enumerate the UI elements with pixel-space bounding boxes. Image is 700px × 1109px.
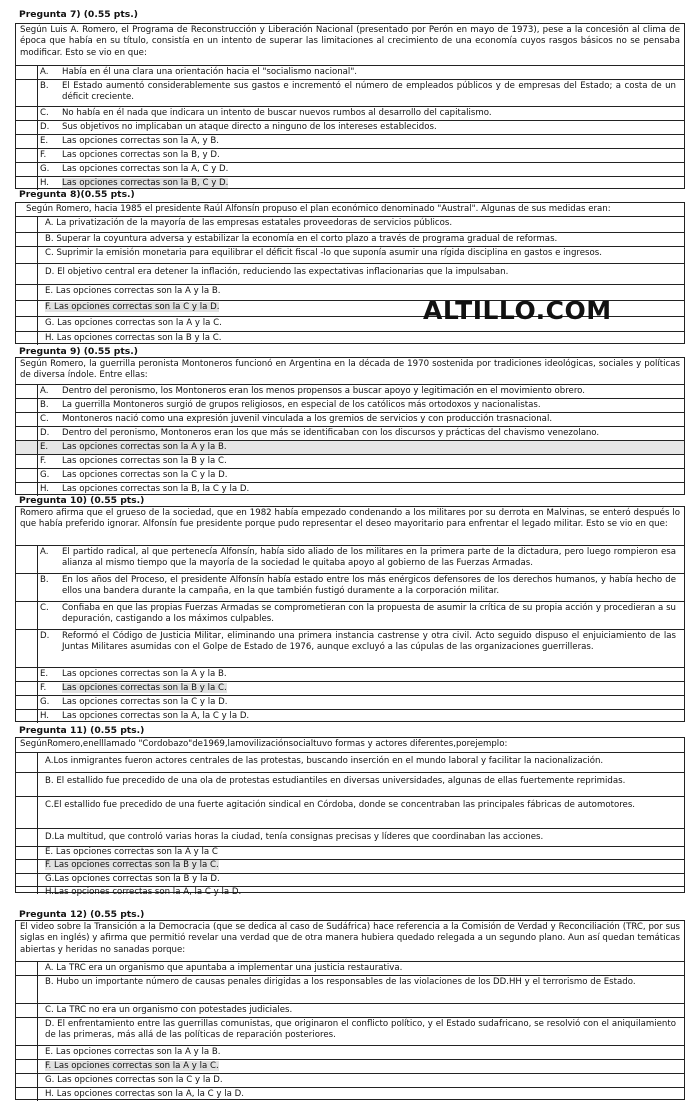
option-text: Las opciones correctas son la A, C y D. bbox=[62, 164, 229, 174]
option-text: No había en él nada que indicara un intento de buscar nuevos rumbos al desarrollo del capitalismo. bbox=[62, 108, 492, 118]
question-box bbox=[15, 920, 685, 1100]
option-row bbox=[16, 573, 684, 601]
option-text: H. Las opciones correctas son la A, la C y la D. bbox=[45, 1089, 244, 1099]
question-box bbox=[15, 23, 685, 189]
option-text: En los años del Proceso, el presidente Alfonsín había estado entre los más enérgicos defensores de los derechos humanos, y había hecho de ellos una bandera durante la campaña, en la que también fustigó duramente a la corporación militar. bbox=[62, 575, 676, 597]
option-letter: C. bbox=[40, 414, 49, 424]
option-row bbox=[16, 263, 684, 284]
option-text: E. Las opciones correctas son la A y la B. bbox=[45, 286, 221, 296]
option-text: G. Las opciones correctas son la A y la C. bbox=[45, 318, 222, 328]
question-title: Pregunta 7) (0.55 pts.) bbox=[19, 9, 138, 20]
option-text: C. Suprimir la emisión monetaria para equilibrar el déficit fiscal -lo que suponía asumir una rígida disciplina en gastos e ingresos. bbox=[45, 248, 602, 258]
option-text: Sus objetivos no implicaban un ataque directo a ninguno de los intereses establecidos. bbox=[62, 122, 437, 132]
option-row bbox=[16, 65, 684, 79]
option-row bbox=[16, 79, 684, 106]
option-letter: D. bbox=[40, 122, 50, 132]
question-stem: Según Romero, la guerrilla peronista Montoneros funcionó en Argentina en la década de 1970 sostenida por tradiciones ideológicas, sociales y políticas de diversa índole. Entre ellas: bbox=[20, 359, 680, 381]
option-text: D. El enfrentamiento entre las guerrillas comunistas, que originaron el conflicto político, y el Estado sudafricano, se resolvió con el aniquilamiento de las primeras, más allá de las políticas de reparación posteriores. bbox=[45, 1019, 676, 1041]
option-letter: E. bbox=[40, 136, 49, 146]
option-letter: A. bbox=[40, 67, 49, 77]
option-row-highlighted bbox=[16, 1059, 684, 1073]
option-text: D. El objetivo central era detener la inflación, reduciendo las expectativas inflacionarias que la impulsaban. bbox=[45, 267, 509, 277]
option-text: Las opciones correctas son la A, y B. bbox=[62, 136, 219, 146]
question-box bbox=[15, 357, 685, 495]
option-letter: E. bbox=[40, 442, 49, 452]
option-row-highlighted bbox=[16, 681, 684, 695]
question-title: Pregunta 12) (0.55 pts.) bbox=[19, 909, 145, 920]
option-letter: F. bbox=[40, 150, 47, 160]
option-row bbox=[16, 148, 684, 162]
option-letter: G. bbox=[40, 697, 50, 707]
option-text: Reformó el Código de Justicia Militar, eliminando una primera instancia castrense y otra civil. Acto seguido dispuso el enjuiciamiento de las Juntas Militares asumidas con el Golpe de Estado de 1976, aunque excluyó a las cúpulas de las organizaciones guerrilleras. bbox=[62, 631, 676, 653]
option-text: Las opciones correctas son la B y la C. bbox=[62, 456, 227, 466]
option-text: Confiaba en que las propias Fuerzas Armadas se comprometieran con la propuesta de asumir la crítica de su propia acción y procedieran a su depuración, castigando a los máximos culpables. bbox=[62, 603, 676, 625]
option-row bbox=[16, 709, 684, 723]
highlighted-text: F. Las opciones correctas son la A y la C. bbox=[45, 1061, 219, 1071]
option-letter: B. bbox=[40, 81, 49, 91]
option-row bbox=[16, 398, 684, 412]
option-text: H. Las opciones correctas son la B y la C. bbox=[45, 333, 222, 343]
option-text: H.Las opciones correctas son la A, la C y la D. bbox=[45, 887, 242, 897]
option-row bbox=[16, 216, 684, 232]
option-letter: H. bbox=[40, 178, 50, 188]
option-text: G. Las opciones correctas son la C y la D. bbox=[45, 1075, 223, 1085]
highlighted-text: Las opciones correctas son la B y la C. bbox=[62, 683, 227, 693]
option-text: A. La TRC era un organismo que apuntaba a implementar una justicia restaurativa. bbox=[45, 963, 403, 973]
option-row bbox=[16, 426, 684, 440]
option-text: C.El estallido fue precedido de una fuerte agitación sindical en Córdoba, donde se concentraban las principales fábricas de automotores. bbox=[45, 800, 636, 810]
option-text bbox=[62, 683, 676, 694]
option-row bbox=[16, 695, 684, 709]
option-letter: H. bbox=[40, 484, 50, 494]
highlighted-text: F. Las opciones correctas son la B y la C. bbox=[45, 860, 219, 870]
option-text: Montoneros nació como una expresión juvenil vinculada a los gremios de servicios y con producción trasnacional. bbox=[62, 414, 553, 424]
option-text: A. La privatización de la mayoría de las empresas estatales proveedoras de servicios públicos. bbox=[45, 218, 453, 228]
option-row bbox=[16, 873, 684, 886]
option-row bbox=[16, 1087, 684, 1101]
option-text: Las opciones correctas son la B, la C y la D. bbox=[62, 484, 250, 494]
option-text: B. El estallido fue precedido de una ola de protestas estudiantiles en diversas universidades, algunas de ellas fuertemente reprimidas. bbox=[45, 776, 626, 786]
option-text: Las opciones correctas son la C y la D. bbox=[62, 470, 228, 480]
option-row bbox=[16, 468, 684, 482]
option-letter: G. bbox=[40, 164, 50, 174]
option-text: Dentro del peronismo, los Montoneros eran los menos propensos a buscar apoyo y legitimación en el movimiento obrero. bbox=[62, 386, 586, 396]
option-row bbox=[16, 752, 684, 772]
option-row bbox=[16, 232, 684, 246]
option-text: B. Hubo un importante número de causas penales dirigidas a los responsables de las violaciones de los DD.HH y el terrorismo de Estado. bbox=[45, 977, 636, 987]
option-row bbox=[16, 106, 684, 120]
option-letter: C. bbox=[40, 108, 49, 118]
option-row bbox=[16, 120, 684, 134]
option-row bbox=[16, 667, 684, 681]
option-row-highlighted bbox=[16, 176, 684, 190]
option-row bbox=[16, 846, 684, 859]
option-letter: F. bbox=[40, 683, 47, 693]
option-text: Las opciones correctas son la A, la C y la D. bbox=[62, 711, 250, 721]
option-row bbox=[16, 601, 684, 629]
option-row bbox=[16, 331, 684, 345]
option-text: Dentro del peronismo, Montoneros eran los que más se identificaban con los discursos y prácticas del chavismo venezolano. bbox=[62, 428, 600, 438]
question-title: Pregunta 9) (0.55 pts.) bbox=[19, 346, 138, 357]
option-row bbox=[16, 1073, 684, 1087]
option-row bbox=[16, 412, 684, 426]
option-text bbox=[45, 860, 676, 871]
option-row bbox=[16, 454, 684, 468]
option-row bbox=[16, 545, 684, 573]
option-text: Las opciones correctas son la A y la B. bbox=[62, 669, 227, 679]
option-text: E. Las opciones correctas son la A y la B. bbox=[45, 1047, 221, 1057]
option-row bbox=[16, 961, 684, 975]
option-text: A.Los inmigrantes fueron actores centrales de las protestas, buscando inserción en el mundo laboral y facilitar la nacionalización. bbox=[45, 756, 604, 766]
question-stem: Romero afirma que el grueso de la sociedad, que en 1982 había empezado condenando a los militares por su derrota en Malvinas, se enteró después lo que había preferido ignorar. Alfonsín fue presidente porque pudo representar el deseo mayoritario para enfrentar el legado militar. Esto se vio en que: bbox=[20, 508, 680, 530]
question-title: Pregunta 11) (0.55 pts.) bbox=[19, 725, 145, 736]
highlighted-text: Las opciones correctas son la B, C y D. bbox=[62, 178, 229, 188]
option-row bbox=[16, 629, 684, 667]
option-letter: D. bbox=[40, 428, 50, 438]
option-text: Había en él una clara una orientación hacia el "socialismo nacional". bbox=[62, 67, 358, 77]
option-row bbox=[16, 886, 684, 897]
option-letter: D. bbox=[40, 631, 50, 641]
option-text: D.La multitud, que controló varias horas la ciudad, tenía consignas precisas y líderes que coordinaban las acciones. bbox=[45, 832, 544, 842]
option-row bbox=[16, 796, 684, 828]
question-box bbox=[15, 737, 685, 897]
option-text: B. Superar la coyuntura adversa y estabilizar la economía en el corto plazo a través de programa gradual de reformas. bbox=[45, 234, 558, 244]
question-box bbox=[15, 506, 685, 722]
option-row bbox=[16, 384, 684, 398]
question-stem: Según Luis A. Romero, el Programa de Reconstrucción y Liberación Nacional (presentado por Perón en mayo de 1973), pese a la concesión al clima de época que había en su título, consistía en un intento de superar las limitaciones al crecimiento de una economía cuyos rasgos básicos no se pensaba modificar. Esto se vio en que: bbox=[20, 25, 680, 58]
option-text: E. Las opciones correctas son la A y la C bbox=[45, 847, 218, 857]
option-letter: B. bbox=[40, 575, 49, 585]
altillo-watermark-logo: ALTILLO.COM bbox=[423, 296, 612, 325]
option-text: G.Las opciones correctas son la B y la D. bbox=[45, 874, 220, 884]
option-row bbox=[16, 246, 684, 263]
option-text: Las opciones correctas son la B, y D. bbox=[62, 150, 220, 160]
option-letter: C. bbox=[40, 603, 49, 613]
highlighted-text: F. Las opciones correctas son la C y la D. bbox=[45, 302, 220, 312]
question-stem: SegúnRomero,enelllamado "Cordobazo"de1969,lamovilizaciónsocialtuvo formas y actores diferentes,porejemplo: bbox=[20, 739, 508, 749]
option-letter: F. bbox=[40, 456, 47, 466]
option-row bbox=[16, 1003, 684, 1017]
option-row bbox=[16, 134, 684, 148]
question-stem: El video sobre la Transición a la Democracia (que se dedica al caso de Sudáfrica) hace referencia a la Comisión de Verdad y Reconciliación (TRC, por sus siglas en inglés) y afirma que permitió revelar una verdad que de otra manera hubiera quedado relegada a un segundo plano. Aun así quedan temáticas abiertas y heridas no sanadas porque: bbox=[20, 922, 680, 955]
option-letter: E. bbox=[40, 669, 49, 679]
option-letter: A. bbox=[40, 386, 49, 396]
option-letter: G. bbox=[40, 470, 50, 480]
option-row-highlighted bbox=[16, 440, 684, 454]
option-text: Las opciones correctas son la C y la D. bbox=[62, 697, 228, 707]
question-title: Pregunta 8)(0.55 pts.) bbox=[19, 189, 135, 200]
option-row bbox=[16, 162, 684, 176]
option-row bbox=[16, 1045, 684, 1059]
option-text: La guerrilla Montoneros surgió de grupos religiosos, en especial de los católicos más ortodoxos y nacionalistas. bbox=[62, 400, 541, 410]
option-text: El Estado aumentó considerablemente sus gastos e incrementó el número de empleados públicos y de empresas del Estado; a costa de un déficit creciente. bbox=[62, 81, 676, 103]
option-row bbox=[16, 828, 684, 846]
option-row bbox=[16, 772, 684, 796]
option-text bbox=[45, 1061, 676, 1072]
option-row bbox=[16, 482, 684, 496]
question-title: Pregunta 10) (0.55 pts.) bbox=[19, 495, 145, 506]
option-row-highlighted bbox=[16, 859, 684, 873]
question-stem: Según Romero, hacia 1985 el presidente Raúl Alfonsín propuso el plan económico denominado "Austral". Algunas de sus medidas eran: bbox=[26, 204, 611, 214]
option-letter: H. bbox=[40, 711, 50, 721]
option-letter: A. bbox=[40, 547, 49, 557]
option-row bbox=[16, 975, 684, 1003]
option-text: Las opciones correctas son la A y la B. bbox=[62, 442, 227, 452]
option-text: C. La TRC no era un organismo con potestades judiciales. bbox=[45, 1005, 293, 1015]
option-text: El partido radical, al que pertenecía Alfonsín, había sido aliado de los militares en la primera parte de la dictadura, pero luego rompieron esa alianza al mismo tiempo que la mayoría de la sociedad le quitaba apoyo al gobierno de las Fuerzas Armadas. bbox=[62, 547, 676, 569]
option-text bbox=[62, 178, 676, 189]
option-letter: B. bbox=[40, 400, 49, 410]
option-row bbox=[16, 1017, 684, 1045]
